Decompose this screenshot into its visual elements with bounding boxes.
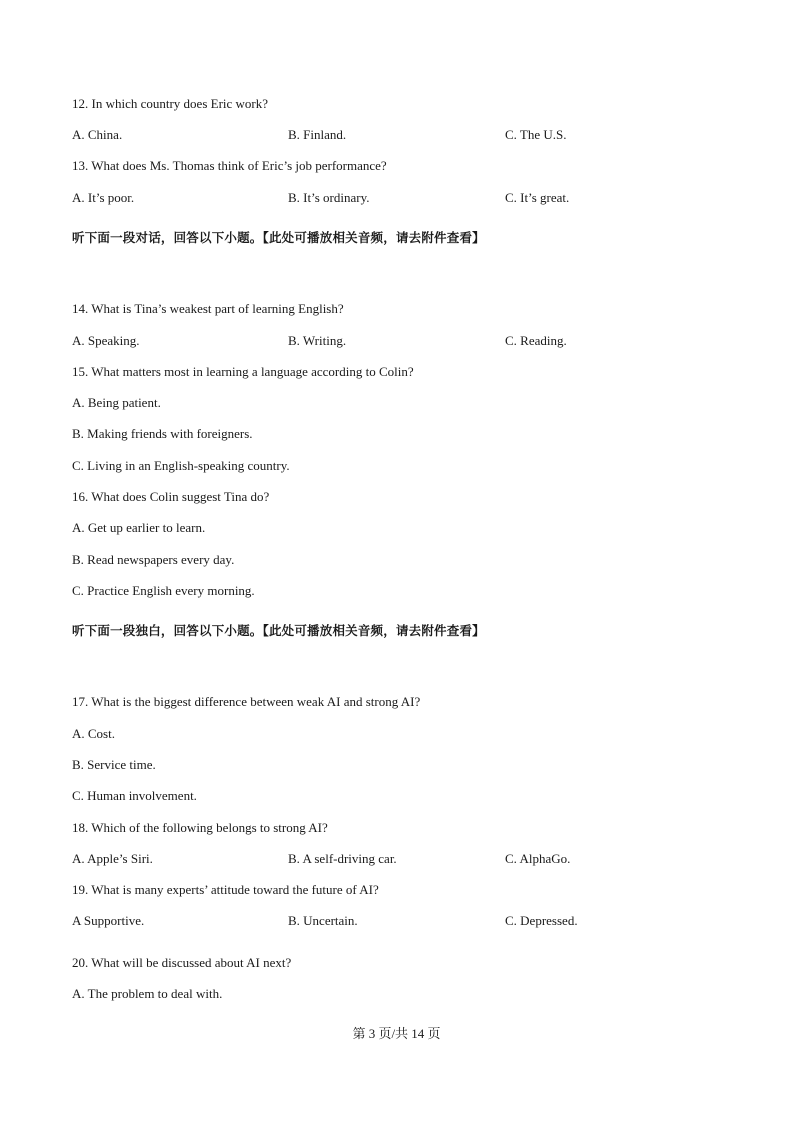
option-18-c: C. AlphaGo.	[505, 851, 571, 866]
question-12: 12. In which country does Eric work?	[72, 96, 269, 111]
option-16-c: C. Practice English every morning.	[72, 583, 255, 598]
option-15-a: A. Being patient.	[72, 395, 161, 410]
question-20: 20. What will be discussed about AI next?	[72, 955, 292, 970]
option-19-c: C. Depressed.	[505, 913, 578, 928]
question-13: 13. What does Ms. Thomas think of Eric’s job performance?	[72, 158, 387, 173]
question-17: 17. What is the biggest difference between weak AI and strong AI?	[72, 694, 421, 709]
option-20-a: A. The problem to deal with.	[72, 986, 223, 1001]
option-19-b: B. Uncertain.	[288, 913, 358, 928]
option-14-b: B. Writing.	[288, 333, 347, 348]
question-15: 15. What matters most in learning a language according to Colin?	[72, 364, 414, 379]
option-16-b: B. Read newspapers every day.	[72, 552, 235, 567]
option-12-a: A. China.	[72, 127, 123, 142]
option-17-a: A. Cost.	[72, 726, 115, 741]
option-12-b: B. Finland.	[288, 127, 347, 142]
option-15-b: B. Making friends with foreigners.	[72, 426, 253, 441]
question-19: 19. What is many experts’ attitude toward the future of AI?	[72, 882, 379, 897]
page-number: 第 3 页/共 14 页	[352, 1026, 441, 1041]
option-17-c: C. Human involvement.	[72, 788, 197, 803]
option-13-c: C. It’s great.	[505, 190, 570, 205]
option-17-b: B. Service time.	[72, 757, 156, 772]
dialogue-instruction: 听下面一段对话，回答以下小题。【此处可播放相关音频，请去附件查看】	[72, 230, 485, 245]
option-19-a: A Supportive.	[72, 913, 145, 928]
monologue-instruction: 听下面一段独白，回答以下小题。【此处可播放相关音频，请去附件查看】	[72, 623, 485, 638]
question-14: 14. What is Tina’s weakest part of learning English?	[72, 301, 344, 316]
question-18: 18. Which of the following belongs to strong AI?	[72, 820, 328, 835]
option-14-a: A. Speaking.	[72, 333, 140, 348]
option-13-a: A. It’s poor.	[72, 190, 135, 205]
option-16-a: A. Get up earlier to learn.	[72, 520, 206, 535]
option-13-b: B. It’s ordinary.	[288, 190, 370, 205]
option-15-c: C. Living in an English-speaking country.	[72, 458, 290, 473]
question-16: 16. What does Colin suggest Tina do?	[72, 489, 270, 504]
option-12-c: C. The U.S.	[505, 127, 567, 142]
option-14-c: C. Reading.	[505, 333, 567, 348]
option-18-a: A. Apple’s Siri.	[72, 851, 153, 866]
option-18-b: B. A self-driving car.	[288, 851, 397, 866]
